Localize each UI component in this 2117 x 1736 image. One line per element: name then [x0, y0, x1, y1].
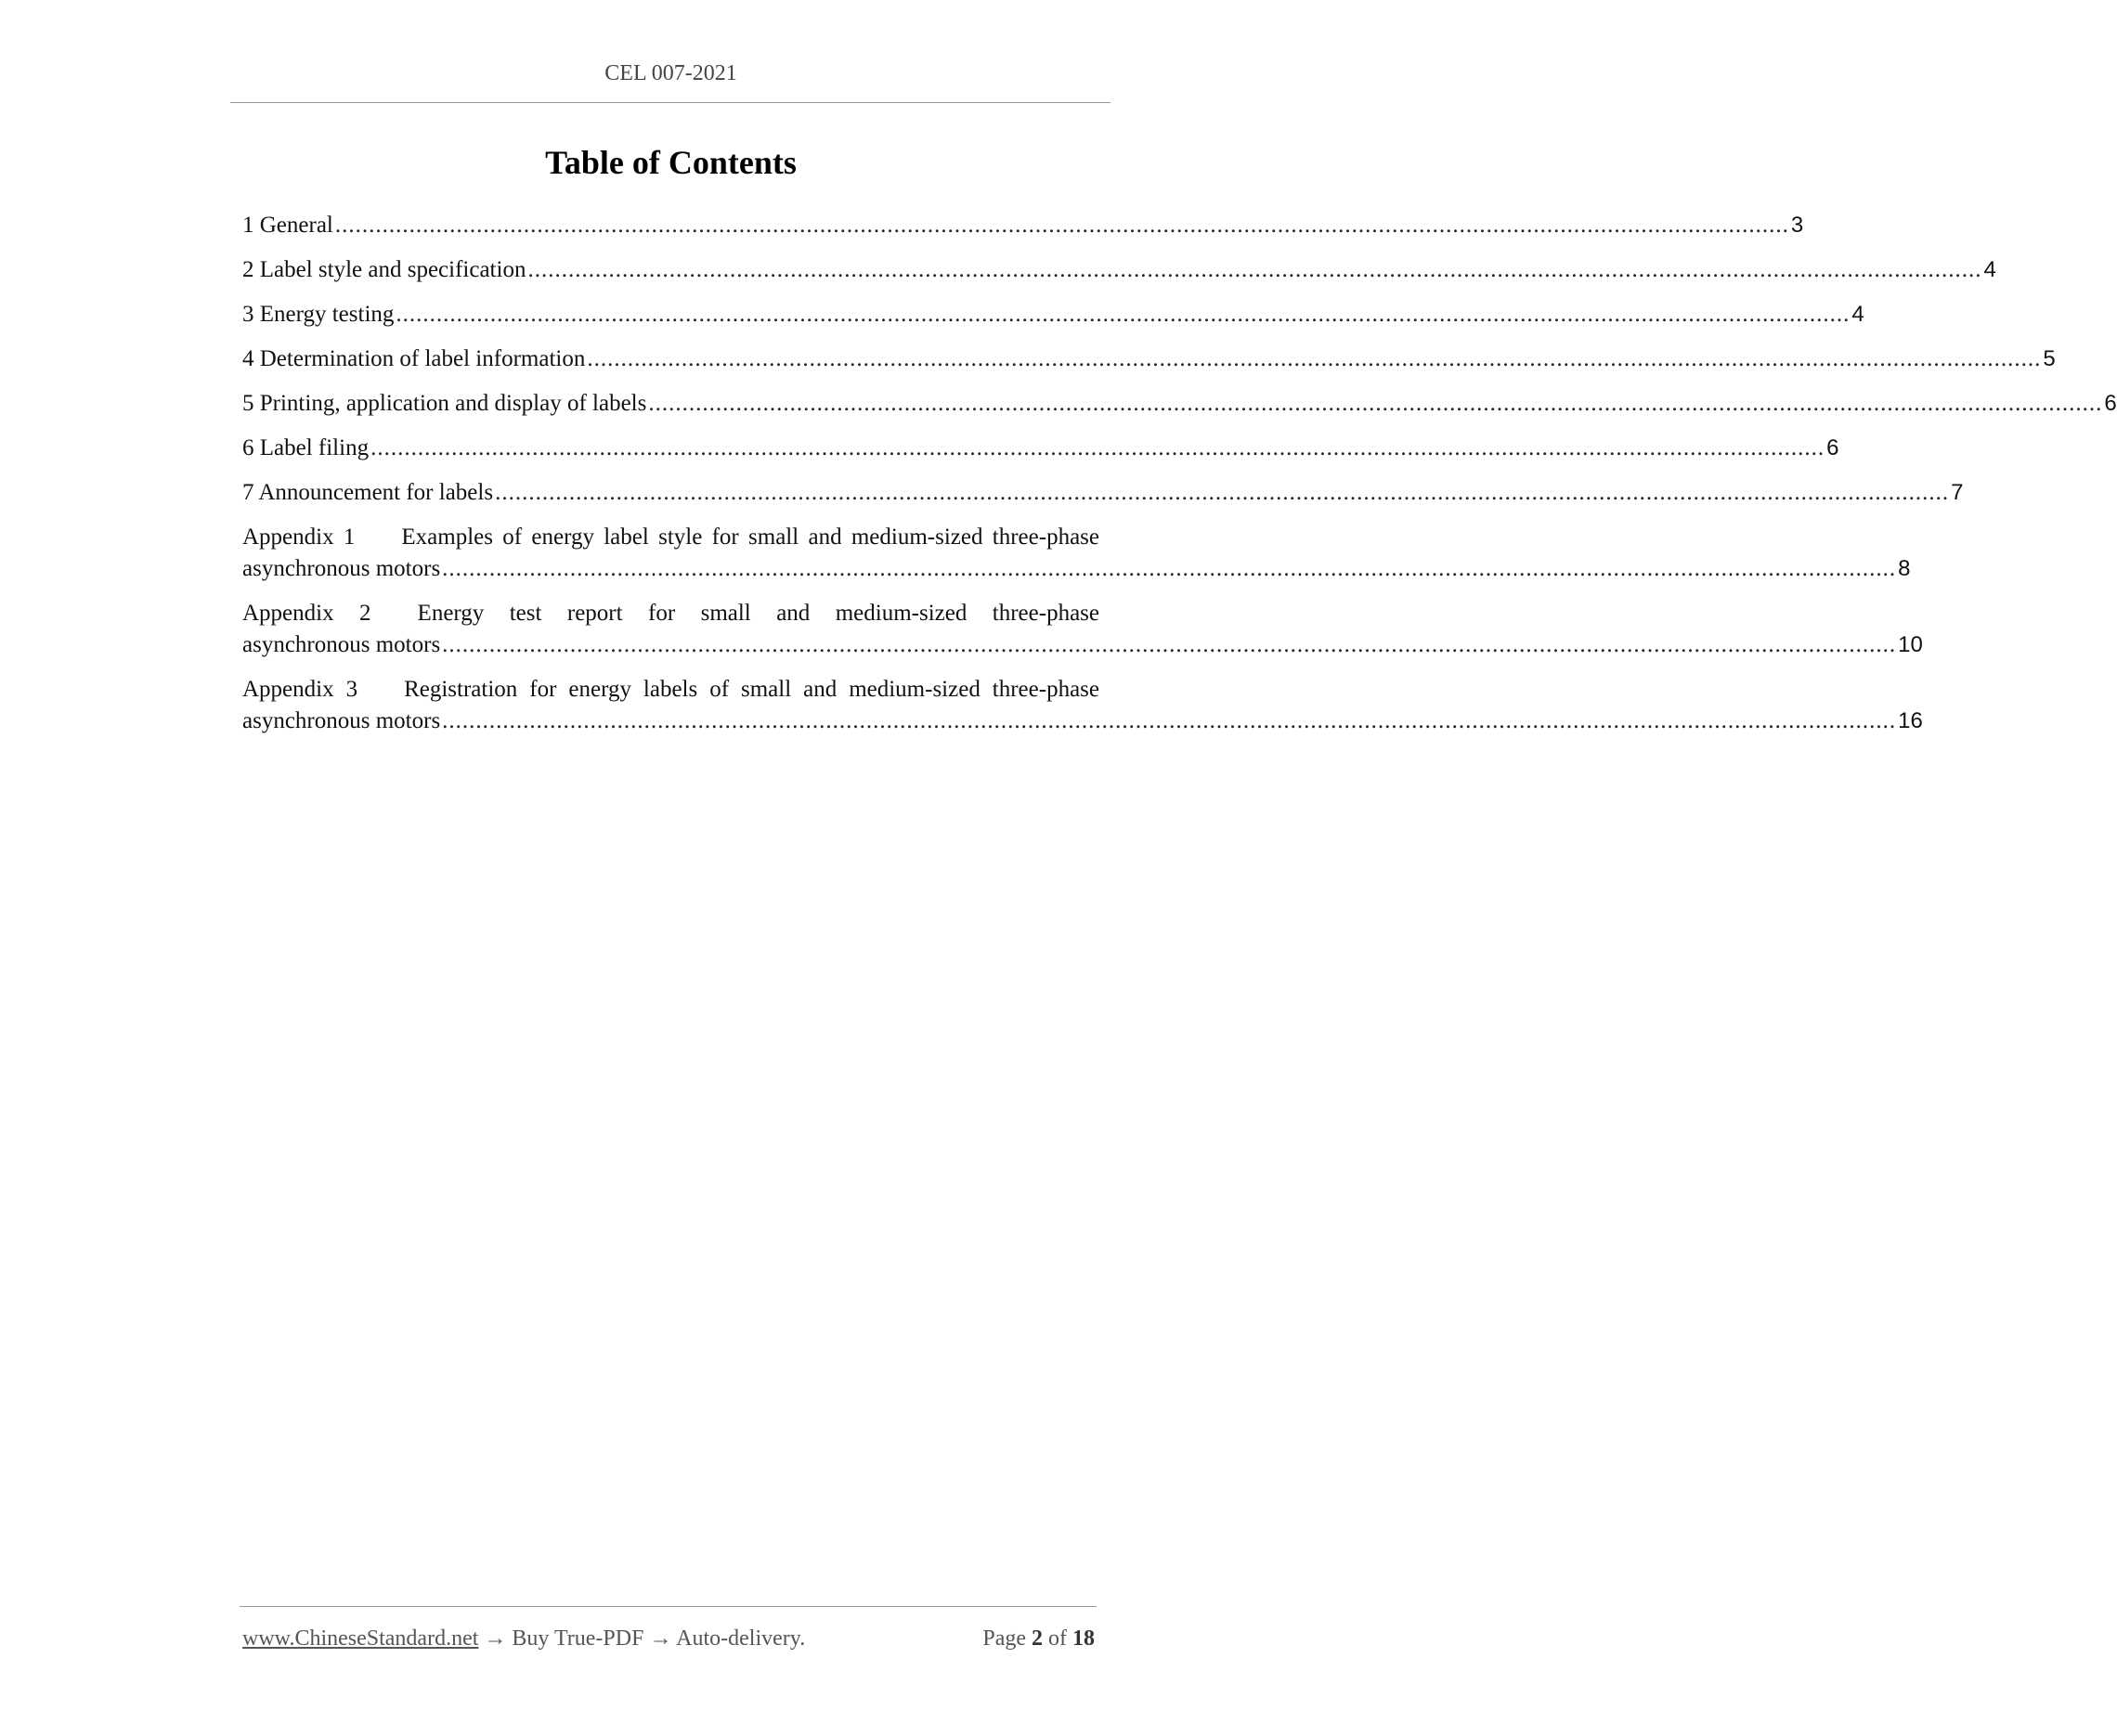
toc-page-number: 6	[2104, 391, 2117, 416]
toc-entry-printing[interactable]	[242, 388, 2117, 420]
toc-page-number: 3	[1790, 213, 1804, 238]
toc-entry-label: 7 Announcement for labels	[242, 480, 494, 505]
toc-entry-label: 5 Printing, application and display of labels	[242, 391, 647, 416]
page-footer	[242, 1626, 1095, 1652]
toc-entry-announcement[interactable]	[242, 477, 1964, 509]
page-label: Page	[982, 1626, 1026, 1651]
toc-list	[242, 210, 2117, 750]
toc-page-number: 16	[1898, 708, 1923, 733]
toc-leader-dots: ........................................................................................................................................................................................................................	[442, 708, 1897, 733]
appendix-number: Appendix 2	[242, 601, 371, 626]
toc-entry-appendix-2[interactable]	[242, 598, 1923, 661]
toc-entry-label-style[interactable]	[242, 254, 1996, 286]
total-pages-number: 18	[1072, 1626, 1095, 1651]
footer-divider	[240, 1606, 1097, 1607]
toc-entry-label: 3 Energy testing	[242, 302, 395, 327]
toc-leader-dots: ........................................................................................................................................................................................................................	[527, 257, 1982, 282]
auto-delivery-text: Auto-delivery.	[676, 1626, 806, 1651]
footer-promo	[242, 1626, 805, 1652]
appendix-title-line	[242, 598, 1099, 629]
toc-entry-determination[interactable]	[242, 343, 2056, 375]
appendix-title: Registration for energy labels of small and medium-sized three-phase	[404, 677, 1099, 702]
appendix-number: Appendix 1	[242, 525, 356, 550]
toc-page-number: 7	[1951, 480, 1964, 505]
toc-page-number: 8	[1898, 556, 1911, 581]
page-indicator	[982, 1626, 1095, 1652]
buy-pdf-text: Buy True-PDF	[512, 1626, 644, 1651]
toc-leader-dots: ........................................................................................................................................................................................................................	[370, 435, 1825, 460]
toc-leader-dots: ........................................................................................................................................................................................................................	[396, 302, 1851, 327]
page-of-label: of	[1048, 1626, 1067, 1651]
toc-entry-label-filing[interactable]	[242, 433, 1839, 464]
toc-entry-label: 6 Label filing	[242, 435, 370, 460]
toc-entry-energy-testing[interactable]	[242, 299, 1864, 330]
toc-entry-appendix-1[interactable]	[242, 522, 1911, 585]
toc-entry-label: 4 Determination of label information	[242, 346, 586, 371]
appendix-continuation-line	[242, 629, 1923, 661]
toc-leader-dots: ........................................................................................................................................................................................................................	[442, 632, 1897, 657]
toc-entry-label: 1 General	[242, 213, 333, 238]
appendix-continuation-line	[242, 553, 1911, 585]
toc-page-number: 5	[2043, 346, 2056, 371]
arrow-right-icon: →	[649, 1626, 672, 1651]
toc-page-number: 10	[1898, 632, 1923, 657]
appendix-number: Appendix 3	[242, 677, 358, 702]
document-code-header: CEL 007-2021	[604, 61, 737, 85]
toc-leader-dots: ........................................................................................................................................................................................................................	[334, 213, 1789, 238]
toc-title: Table of Contents	[545, 144, 797, 181]
arrow-right-icon: →	[484, 1626, 507, 1651]
website-link[interactable]: www.ChineseStandard.net	[242, 1626, 479, 1651]
appendix-title-continued: asynchronous motors	[242, 632, 441, 657]
toc-page-number: 4	[1983, 257, 1996, 282]
appendix-title: Examples of energy label style for small and medium-sized three-phase	[401, 525, 1099, 550]
appendix-title-continued: asynchronous motors	[242, 708, 441, 733]
toc-leader-dots: ........................................................................................................................................................................................................................	[442, 556, 1897, 581]
toc-leader-dots: ........................................................................................................................................................................................................................	[587, 346, 2042, 371]
appendix-title: Energy test report for small and medium-sized three-phase	[417, 601, 1099, 626]
current-page-number: 2	[1032, 1626, 1043, 1651]
appendix-title-line	[242, 522, 1099, 553]
header-divider	[230, 102, 1110, 103]
appendix-title-continued: asynchronous motors	[242, 556, 441, 581]
toc-entry-label: 2 Label style and specification	[242, 257, 526, 282]
toc-leader-dots: ........................................................................................................................................................................................................................	[495, 480, 1950, 505]
appendix-title-line	[242, 674, 1099, 706]
appendix-continuation-line	[242, 706, 1923, 737]
toc-leader-dots: ........................................................................................................................................................................................................................	[648, 391, 2103, 416]
toc-page-number: 4	[1851, 302, 1864, 327]
toc-page-number: 6	[1826, 435, 1839, 460]
toc-entry-appendix-3[interactable]	[242, 674, 1923, 737]
toc-entry-general[interactable]	[242, 210, 1804, 241]
